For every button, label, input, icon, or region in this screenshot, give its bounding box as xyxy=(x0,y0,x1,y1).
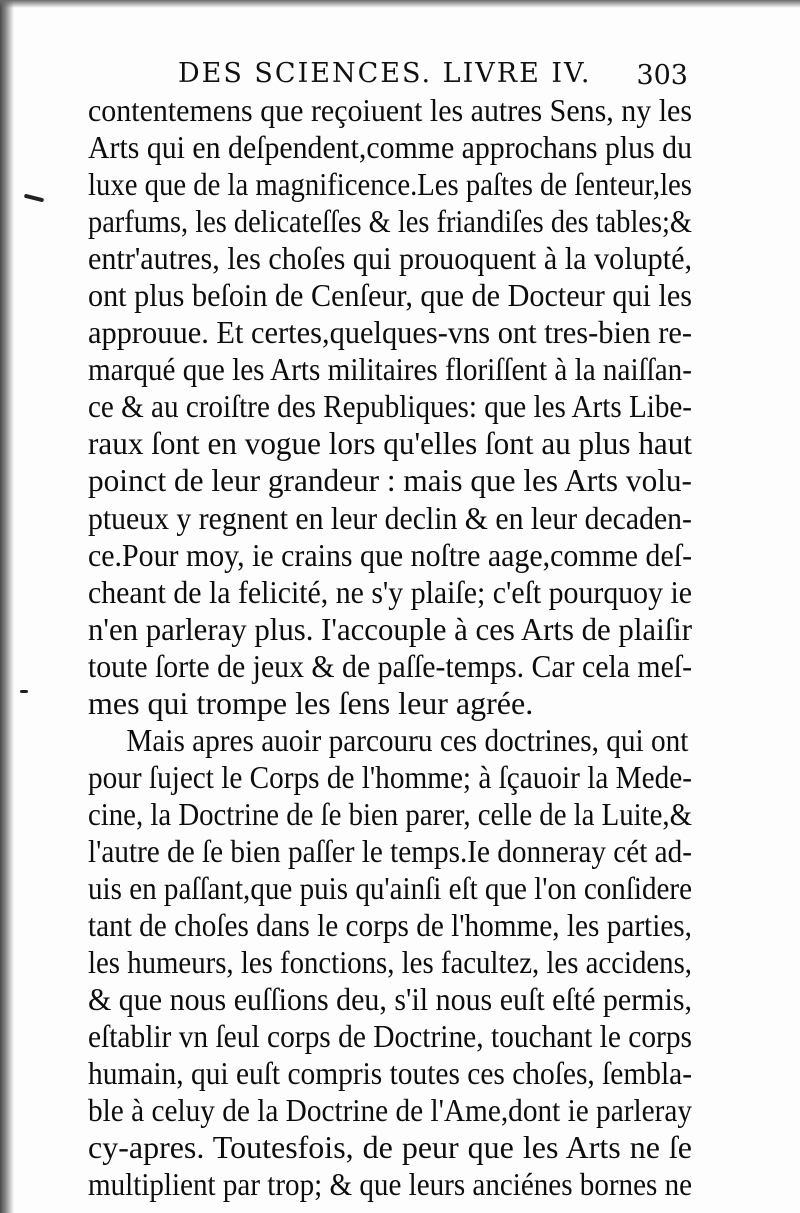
text-line: pour ſuject le Corps de l'homme; à ſçauoir la Mede- xyxy=(88,758,692,795)
text-line: ce.Pour moy, ie crains que noſtre aage,comme deſ- xyxy=(88,536,693,573)
body-text xyxy=(88,92,692,1203)
margin-mark xyxy=(24,194,44,203)
text-line: n'en parleray plus. I'accouple à ces Arts de plaiſir xyxy=(88,610,693,647)
text-line: l'autre de ſe bien paſſer le temps.Ie donneray cét ad- xyxy=(88,832,692,869)
text-line: poinct de leur grandeur : mais que les Arts volu- xyxy=(88,462,692,499)
text-line: tant de choſes dans le corps de l'homme, les parties, xyxy=(88,907,693,944)
page-number: 303 xyxy=(636,60,688,91)
text-line: ce & au croiſtre des Republiques: que les Arts Libe- xyxy=(88,388,693,425)
text-line: ont plus beſoin de Cenſeur, que de Docteur qui les xyxy=(88,277,692,314)
text-line: parfums, les delicateſſes & les friandiſes des tables;& xyxy=(88,203,692,240)
text-line: cheant de la felicité, ne s'y plaiſe; c'eſt pourquoy ie xyxy=(88,573,692,610)
text-line: & que nous euſſions deu, s'il nous euſt eſté permis, xyxy=(88,981,692,1018)
margin-mark xyxy=(20,690,28,693)
text-line: cine, la Doctrine de ſe bien parer, celle de la Luite,& xyxy=(88,795,693,832)
text-line: approuue. Et certes,quelques-vns ont tres-bien re- xyxy=(88,314,693,351)
text-line: marqué que les Arts militaires floriſſent à la naiſſan- xyxy=(88,351,692,388)
top-edge-shadow xyxy=(0,0,800,8)
text-line: raux ſont en vogue lors qu'elles ſont au plus haut xyxy=(88,425,693,462)
text-line: Arts qui en deſpendent,comme approchans plus du xyxy=(88,129,692,166)
text-line: ble à celuy de la Doctrine de l'Ame,dont ie parleray xyxy=(88,1092,693,1129)
text-line: les humeurs, les fonctions, les facultez, les accidens, xyxy=(88,944,693,981)
text-line: ptueux y regnent en leur declin & en leur decaden- xyxy=(88,499,692,536)
text-line: eſtablir vn ſeul corps de Doctrine, touchant le corps xyxy=(88,1018,693,1055)
text-line: cy-apres. Toutesfois, de peur que les Arts ne ſe xyxy=(88,1129,692,1166)
text-line: mes qui trompe les ſens leur agrée. xyxy=(88,684,534,721)
text-line: Mais apres auoir parcouru ces doctrines, qui ont xyxy=(126,721,689,758)
running-title: DES SCIENCES. LIVRE IV. xyxy=(178,58,592,89)
text-line: luxe que de la magnificence.Les paſtes de ſenteur,les xyxy=(88,166,692,203)
text-line: humain, qui euſt compris toutes ces choſes, ſembla- xyxy=(88,1055,692,1092)
text-line: uis en paſſant,que puis qu'ainſi eſt que l'on conſidere xyxy=(88,869,693,906)
binding-shadow xyxy=(0,0,14,1213)
text-line: entr'autres, les choſes qui prouoquent à la volupté, xyxy=(88,240,693,277)
text-line: toute ſorte de jeux & de paſſe-temps. Car cela meſ- xyxy=(88,647,693,684)
text-line: multiplient par trop; & que leurs anciénes bornes ne xyxy=(88,1166,693,1203)
text-line: contentemens que reçoiuent les autres Sens, ny les xyxy=(88,92,692,128)
